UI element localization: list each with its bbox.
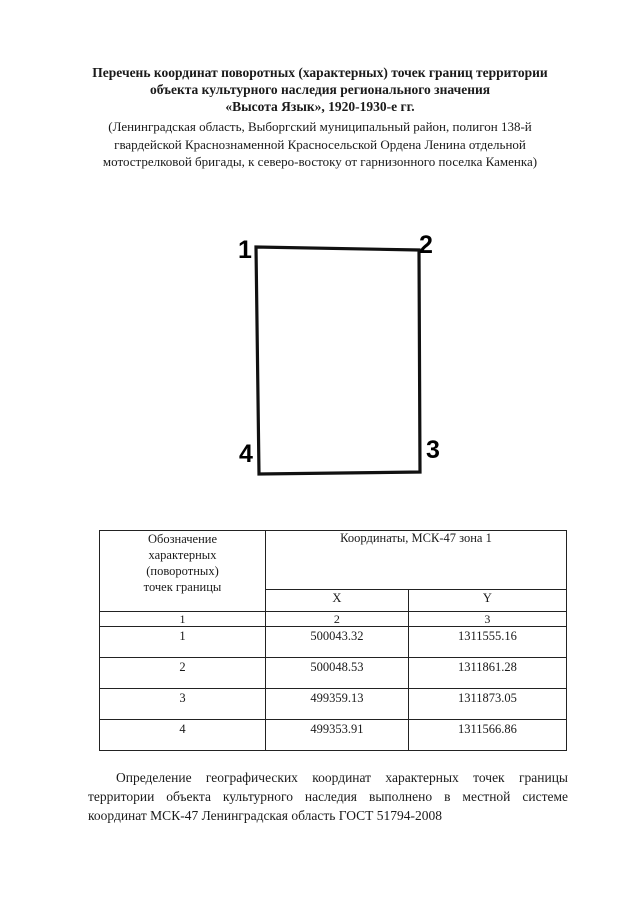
header-left-line-1: Обозначение	[147, 532, 218, 546]
row-x: 499353.91	[266, 720, 409, 751]
header-coordinates: Координаты, МСК-47 зона 1	[266, 531, 567, 590]
row-point: 4	[100, 720, 266, 751]
table-row	[100, 658, 567, 689]
title-line-1: Перечень координат поворотных (характерных) точек границ территории	[92, 65, 548, 80]
row-x: 499359.13	[266, 689, 409, 720]
table-row	[100, 689, 567, 720]
subtitle-line-3: мотострелковой бригады, к северо-востоку от гарнизонного поселка Каменка)	[102, 154, 538, 169]
header-left-line-4: точек границы	[143, 580, 222, 594]
column-number-3: 3	[408, 612, 566, 627]
table-row	[100, 720, 567, 751]
row-point: 2	[100, 658, 266, 689]
row-y: 1311566.86	[408, 720, 566, 751]
subtitle-line-1: (Ленинградская область, Выборгский муниципальный район, полигон 138-й	[108, 119, 532, 134]
header-point-designation	[100, 531, 266, 612]
table-header-row	[100, 531, 567, 590]
row-y: 1311861.28	[408, 658, 566, 689]
row-point: 1	[100, 627, 266, 658]
subtitle-line-2: гвардейской Краснознаменной Красносельской Ордена Ленина отдельной	[114, 136, 526, 152]
table-row	[100, 627, 567, 658]
header-y: Y	[408, 590, 566, 612]
point-label-3: 3	[426, 436, 440, 464]
row-y: 1311873.05	[408, 689, 566, 720]
column-number-1: 1	[100, 612, 266, 627]
point-label-1: 1	[238, 236, 252, 264]
table-numbering-row	[100, 612, 567, 627]
point-label-2: 2	[419, 231, 433, 259]
header-x: X	[266, 590, 409, 612]
footer-note	[88, 768, 568, 825]
row-point: 3	[100, 689, 266, 720]
row-y: 1311555.16	[408, 627, 566, 658]
header-left-line-3: (поворотных)	[146, 564, 219, 578]
coordinates-table	[99, 530, 567, 751]
footer-text: Определение географических координат характерных точек границы территории объекта культурного наследия выполнено в местной системе координат МСК-47 Ленинградская область ГОСТ 51794-2008	[88, 770, 568, 823]
title-line-3: «Высота Язык», 1920-1930-е гг.	[225, 99, 415, 114]
boundary-polygon	[256, 247, 420, 474]
header-left-line-2: характерных	[148, 548, 217, 562]
row-x: 500048.53	[266, 658, 409, 689]
title-line-2: объекта культурного наследия регионального значения	[149, 82, 491, 97]
row-x: 500043.32	[266, 627, 409, 658]
point-label-4: 4	[239, 440, 253, 468]
column-number-2: 2	[266, 612, 409, 627]
